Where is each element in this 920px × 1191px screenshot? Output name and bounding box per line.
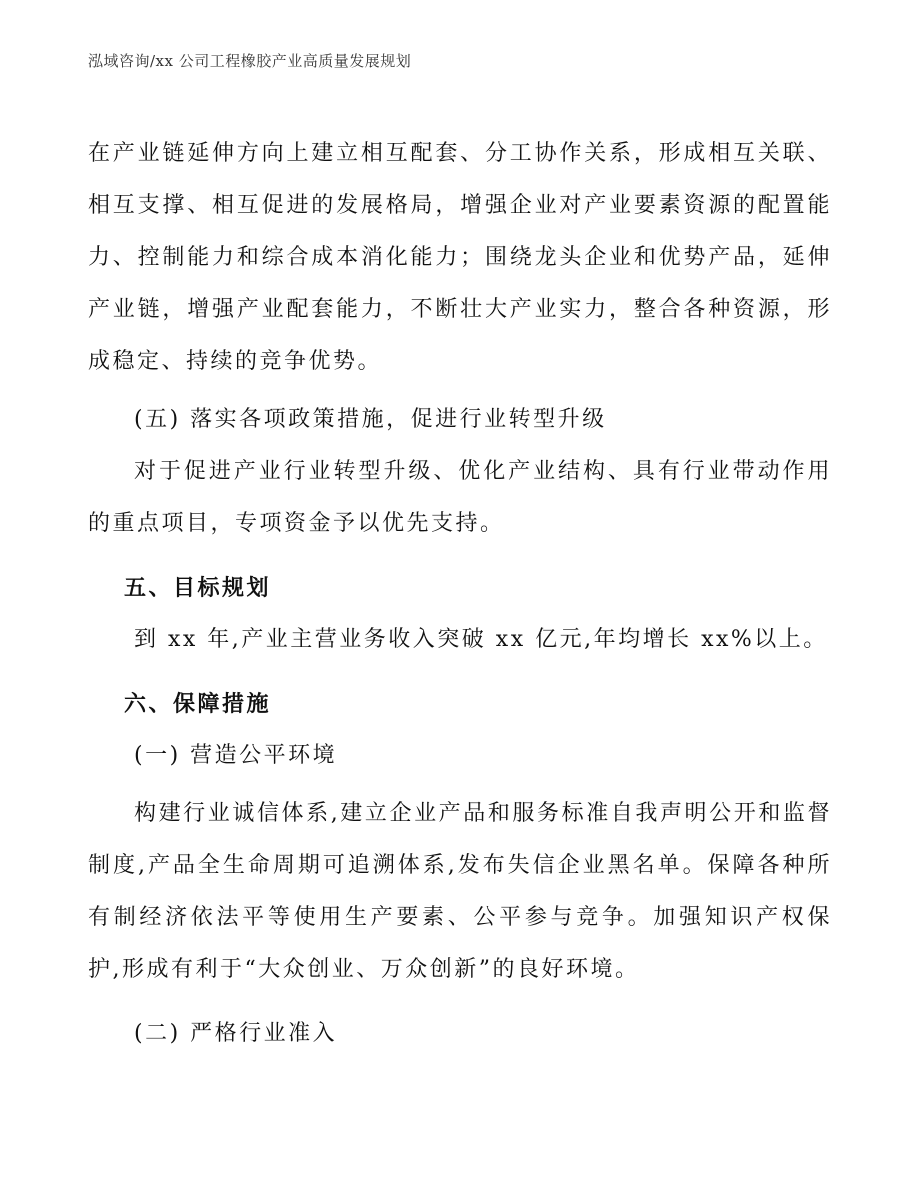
paragraph-industry-chain: 在产业链延伸方向上建立相互配套、分工协作关系，形成相互关联、相互支撑、相互促进的发展格局，增强企业对产业要素资源的配置能力、控制能力和综合成本消化能力；围绕龙头企业和优势产品，延伸产业链，增强产业配套能力，不断壮大产业实力，整合各种资源，形成稳定、持续的竞争优势。 <box>88 141 832 374</box>
paragraph-fair-environment: 构建行业诚信体系,建立企业产品和服务标准自我声明公开和监督制度,产品全生命周期可追溯体系,发布失信企业黑名单。保障各种所有制经济依法平等使用生产要素、公平参与竞争。加强知识产权保护,形成有利于“大众创业、万众创新”的良好环境。 <box>88 801 832 982</box>
paragraph-targets: 到 xx 年,产业主营业务收入突破 xx 亿元,年均增长 xx%以上。 <box>134 627 828 652</box>
section-heading-targets: 五、目标规划 <box>124 575 272 601</box>
paragraph-policy-support: 对于促进产业行业转型升级、优化产业结构、具有行业带动作用的重点项目，专项资金予以优先支持。 <box>88 459 832 536</box>
document-body <box>88 128 832 1060</box>
subheading-policy-measures: (五) 落实各项政策措施，促进行业转型升级 <box>134 407 607 432</box>
subheading-industry-access: (二) 严格行业准入 <box>134 1021 338 1046</box>
running-header: 泓域咨询/xx 公司工程橡胶产业高质量发展规划 <box>88 52 412 70</box>
section-heading-safeguards: 六、保障措施 <box>124 691 272 717</box>
subheading-fair-environment: (一) 营造公平环境 <box>134 743 338 768</box>
